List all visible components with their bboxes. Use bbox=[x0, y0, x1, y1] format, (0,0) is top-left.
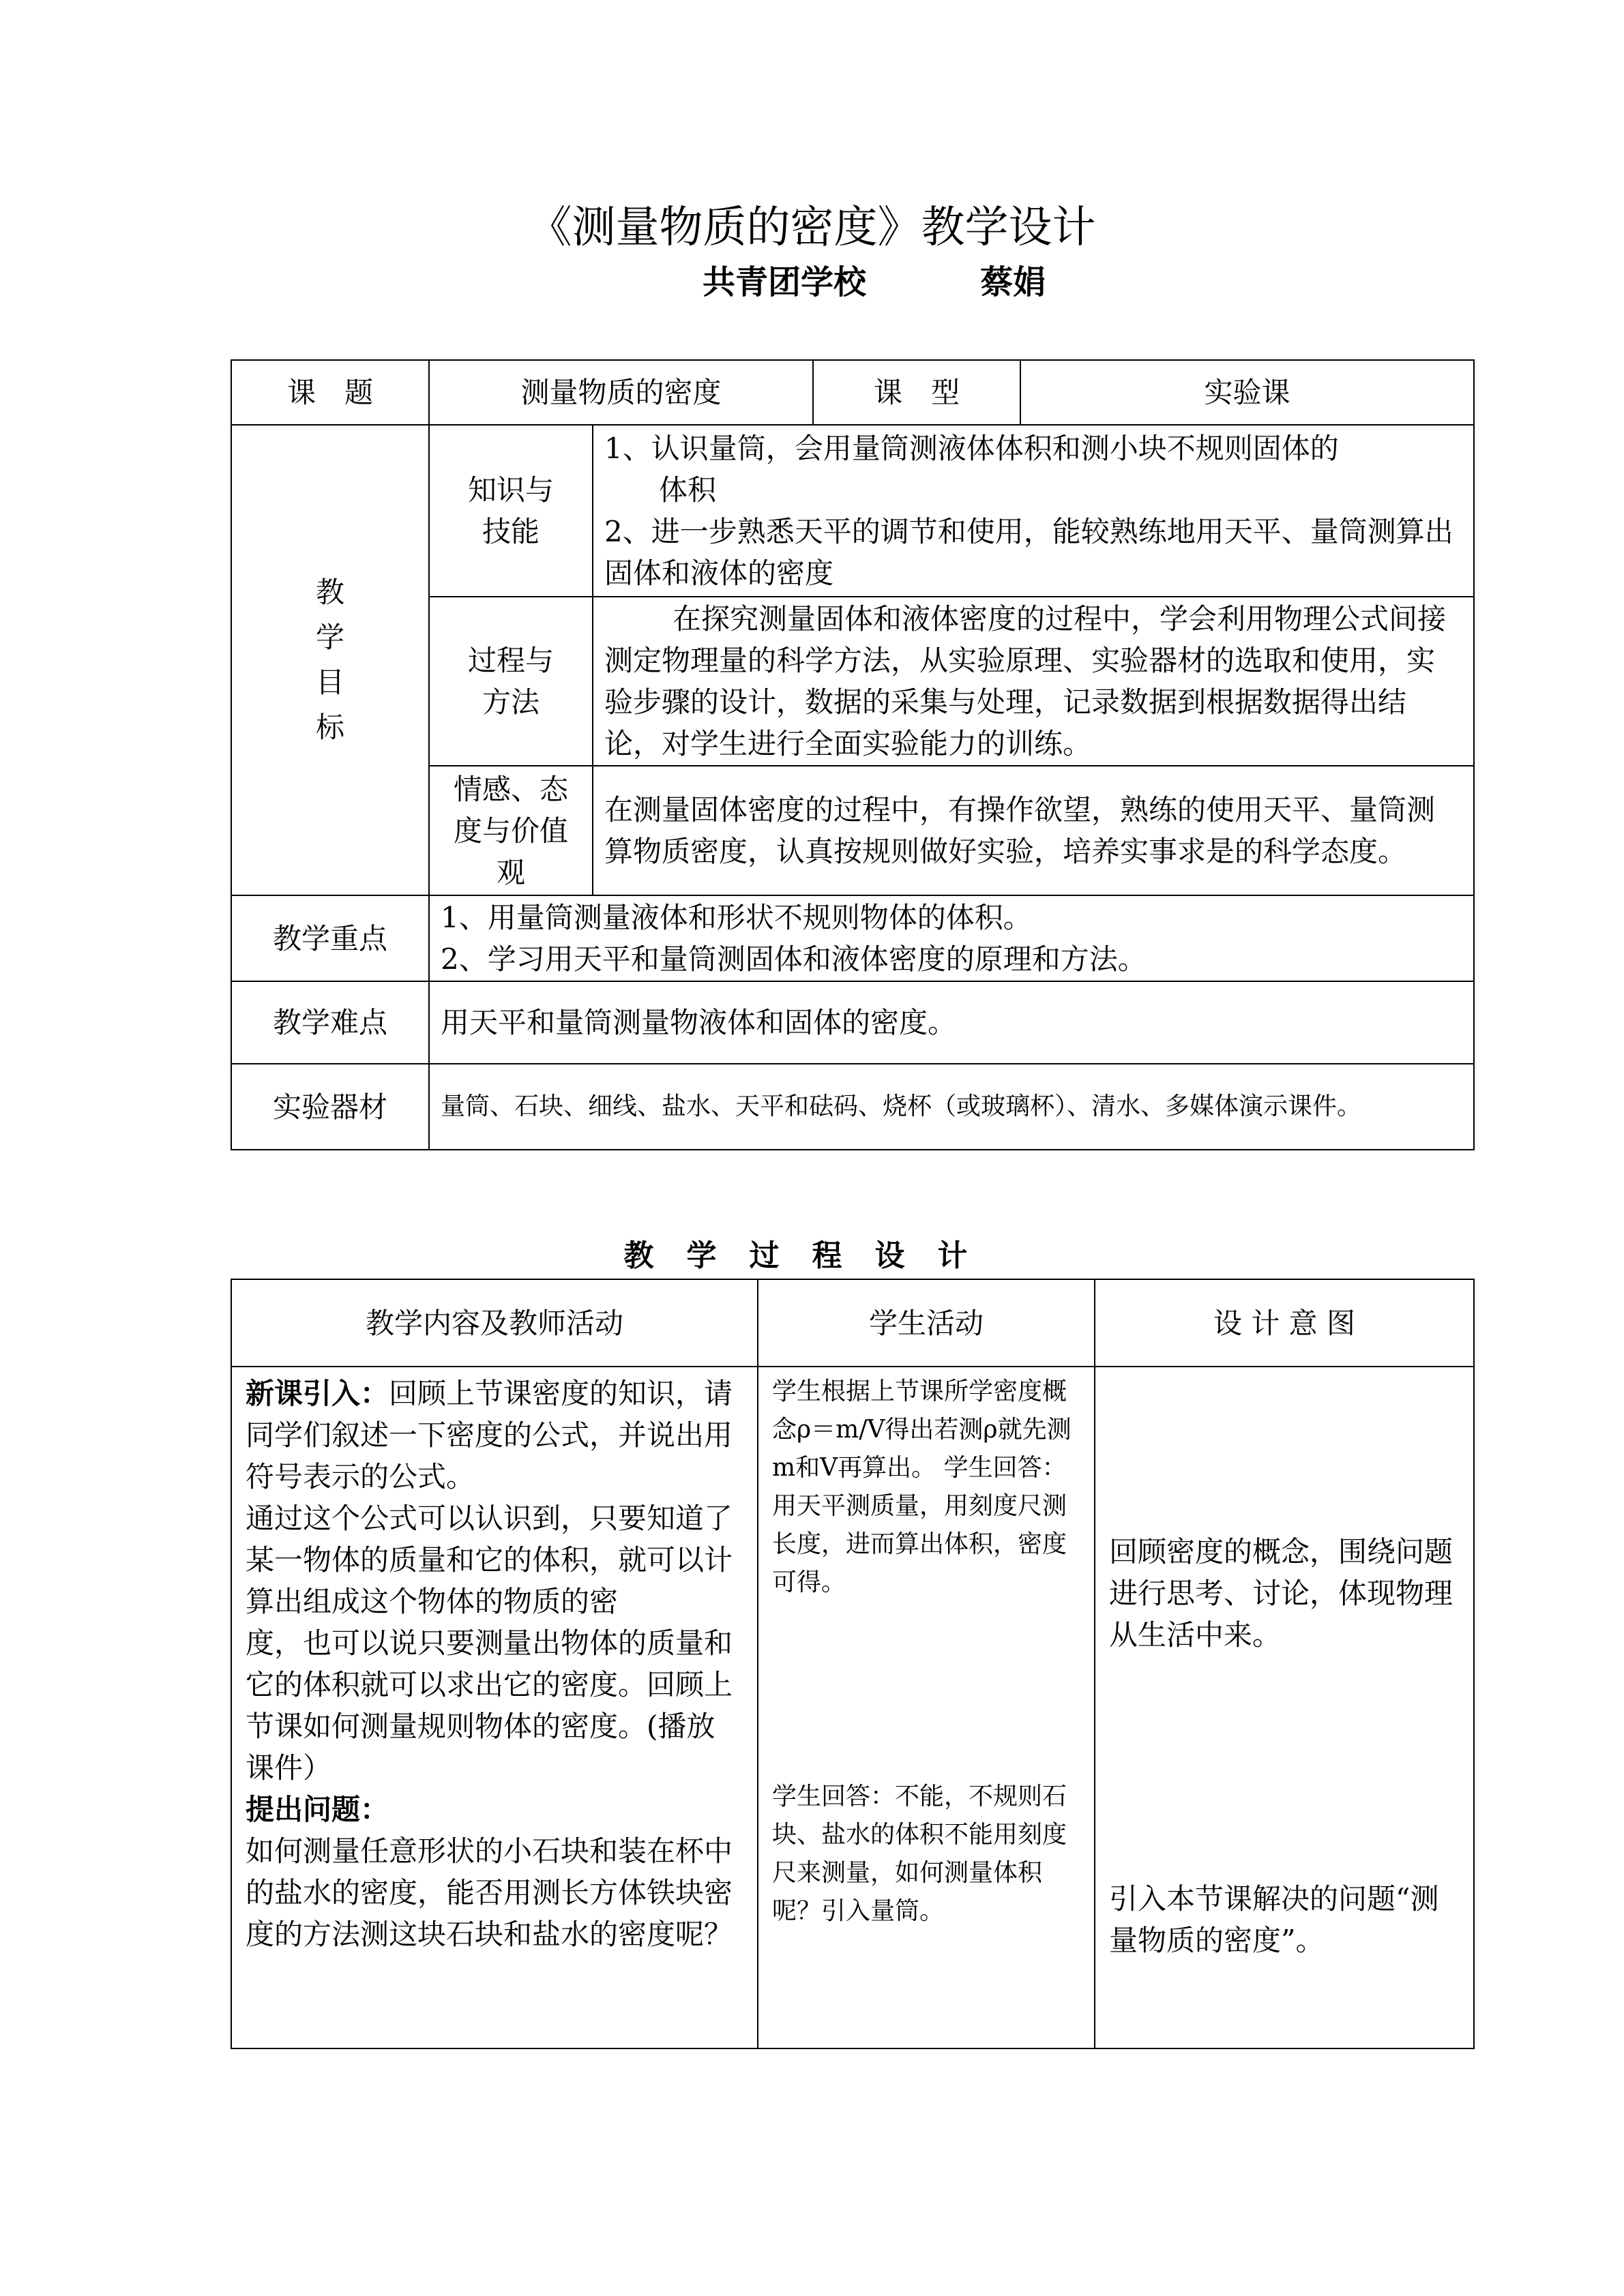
intro-label: 新课引入： bbox=[246, 1377, 389, 1410]
key-point-1: 1、用量筒测量液体和形状不规则物体的体积。 bbox=[441, 901, 1032, 934]
equipment-content: 量筒、石块、细线、盐水、天平和砝码、烧杯（或玻璃杯）、清水、多媒体演示课件。 bbox=[429, 1064, 1474, 1150]
student-activity-2: 学生回答：不能，不规则石块、盐水的体积不能用刻度尺来测量，如何测量体积呢？引入量筒。 bbox=[772, 1783, 1067, 1925]
knowledge-item-1: 1、认识量筒，会用量筒测液体体积和测小块不规则固体的 bbox=[604, 432, 1339, 465]
teacher-activity-cell bbox=[231, 1367, 758, 2048]
difficult-points-content: 用天平和量筒测量物液体和固体的密度。 bbox=[429, 981, 1474, 1064]
process-content bbox=[593, 597, 1474, 766]
intro-text-2: 通过这个公式可以认识到，只要知道了某一物体的质量和它的体积，就可以计算出组成这个物体的物质的密 bbox=[246, 1502, 733, 1618]
design-intent-2: 引入本节课解决的问题“测量物质的密度”。 bbox=[1109, 1882, 1439, 1957]
intro-text-1: 回顾上节课密度的知识，请同学们叙述一下密度的公式，并说出用符号表示的公式。 bbox=[246, 1377, 733, 1493]
knowledge-label bbox=[429, 425, 593, 597]
goals-label-text: 教学目标 bbox=[316, 576, 345, 744]
author-name: 蔡娟 bbox=[980, 263, 1046, 301]
topic-label: 课 题 bbox=[231, 360, 429, 425]
emotion-content bbox=[593, 766, 1474, 895]
type-label: 课 型 bbox=[813, 360, 1020, 425]
knowledge-item-1-cont: 体积 bbox=[659, 473, 717, 507]
goals-label bbox=[231, 425, 429, 895]
student-activity-cell bbox=[758, 1367, 1095, 2048]
col-teacher-header: 教学内容及教师活动 bbox=[231, 1279, 758, 1367]
author-line bbox=[703, 262, 1046, 303]
process-label-text: 过程与方法 bbox=[467, 644, 554, 719]
document-title: 《测量物质的密度》教学设计 bbox=[528, 203, 1096, 253]
equipment-label: 实验器材 bbox=[231, 1064, 429, 1150]
process-text: 在探究测量固体和液体密度的过程中，学会利用物理公式间接测定物理量的科学方法，从实验原理、实验器材的选取和使用，实验步骤的设计，数据的采集与处理，记录数据到根据数据得出结论，对学生进行全面实验能力的训练。 bbox=[604, 602, 1447, 760]
school-name: 共青团学校 bbox=[703, 263, 867, 301]
key-point-2: 2、学习用天平和量筒测固体和液体密度的原理和方法。 bbox=[441, 942, 1147, 976]
key-points-label: 教学重点 bbox=[231, 895, 429, 981]
emotion-label-text: 情感、态度与价值观 bbox=[453, 772, 568, 889]
topic-value: 测量物质的密度 bbox=[429, 360, 813, 425]
student-activity-1: 学生根据上节课所学密度概念ρ＝m/V得出若测ρ就先测m和V再算出。 学生回答：用天平测质量，用刻度尺测长度，进而算出体积，密度可得。 bbox=[772, 1377, 1072, 1596]
col-student-header: 学生活动 bbox=[758, 1279, 1095, 1367]
col-intent-header: 设 计 意 图 bbox=[1095, 1279, 1474, 1367]
knowledge-item-2: 2、进一步熟悉天平的调节和使用，能较熟练地用天平、量筒测算出固体和液体的密度 bbox=[604, 515, 1453, 590]
question-label: 提出问题： bbox=[246, 1793, 389, 1826]
design-intent-1: 回顾密度的概念，围绕问题进行思考、讨论，体现物理从生活中来。 bbox=[1109, 1535, 1453, 1652]
lesson-info-table bbox=[231, 359, 1475, 1150]
knowledge-label-text: 知识与技能 bbox=[467, 473, 554, 548]
teaching-process-table bbox=[231, 1279, 1475, 2049]
process-heading: 教学过程设计 bbox=[623, 1238, 1001, 1273]
intro-text-3: 度，也可以说只要测量出物体的质量和它的体积就可以求出它的密度。回顾上节课如何测量规则物体的密度。(播放课件） bbox=[246, 1626, 733, 1785]
knowledge-content bbox=[593, 425, 1474, 597]
question-text: 如何测量任意形状的小石块和装在杯中的盐水的密度，能否用测长方体铁块密度的方法测这块石块和盐水的密度呢？ bbox=[246, 1834, 733, 1951]
key-points-content bbox=[429, 895, 1474, 981]
type-value: 实验课 bbox=[1020, 360, 1474, 425]
design-intent-cell bbox=[1095, 1367, 1474, 2048]
difficult-points-label: 教学难点 bbox=[231, 981, 429, 1064]
emotion-text: 在测量固体密度的过程中，有操作欲望，熟练的使用天平、量筒测算物质密度，认真按规则做好实验，培养实事求是的科学态度。 bbox=[604, 793, 1436, 868]
emotion-label bbox=[429, 766, 593, 895]
process-label bbox=[429, 597, 593, 766]
